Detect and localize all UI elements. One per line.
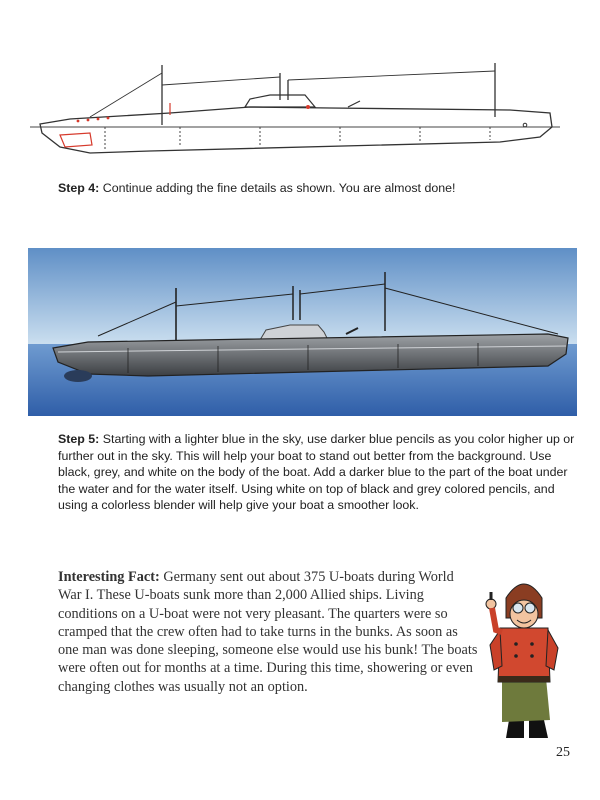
page-number: 25: [556, 745, 570, 760]
step-4-text: Continue adding the fine details as shown. You are almost done!: [99, 181, 456, 195]
submarine-sketch-image: [30, 55, 560, 175]
submarine-colored-image: [28, 248, 577, 416]
interesting-fact-label: Interesting Fact:: [58, 569, 160, 585]
step-4-instructions: [58, 180, 578, 197]
step-5-text: Starting with a lighter blue in the sky, use darker blue pencils as you color higher up or further out in the sky. This will help your boat to stand out better from the background. Use black, grey, and white on the body of the boat. Add a darker blue to the part of the boat under the water and for the water itself. Using white on top of black and grey colored pencils, and using a colorless blender will help give your boat a smoother look.: [58, 432, 575, 512]
interesting-fact-text: Germany sent out about 375 U-boats during World War I. These U-boats sunk more than 2,000 Allied ships. Living conditions on a U-boat were not very pleasant. The quarters were so cramped that the crew often had to take turns in the bunks. As soon as one man was done sleeping, someone else would use his bunk! The boats were often out for months at a time. During this time, showering or even changing clothes was usually not an option.: [58, 569, 478, 695]
step-4-label: Step 4:: [58, 181, 100, 195]
step-5-label: Step 5:: [58, 432, 100, 446]
step-5-instructions: [58, 431, 578, 514]
aviator-cartoon-image: [484, 570, 564, 740]
interesting-fact: [58, 568, 478, 696]
